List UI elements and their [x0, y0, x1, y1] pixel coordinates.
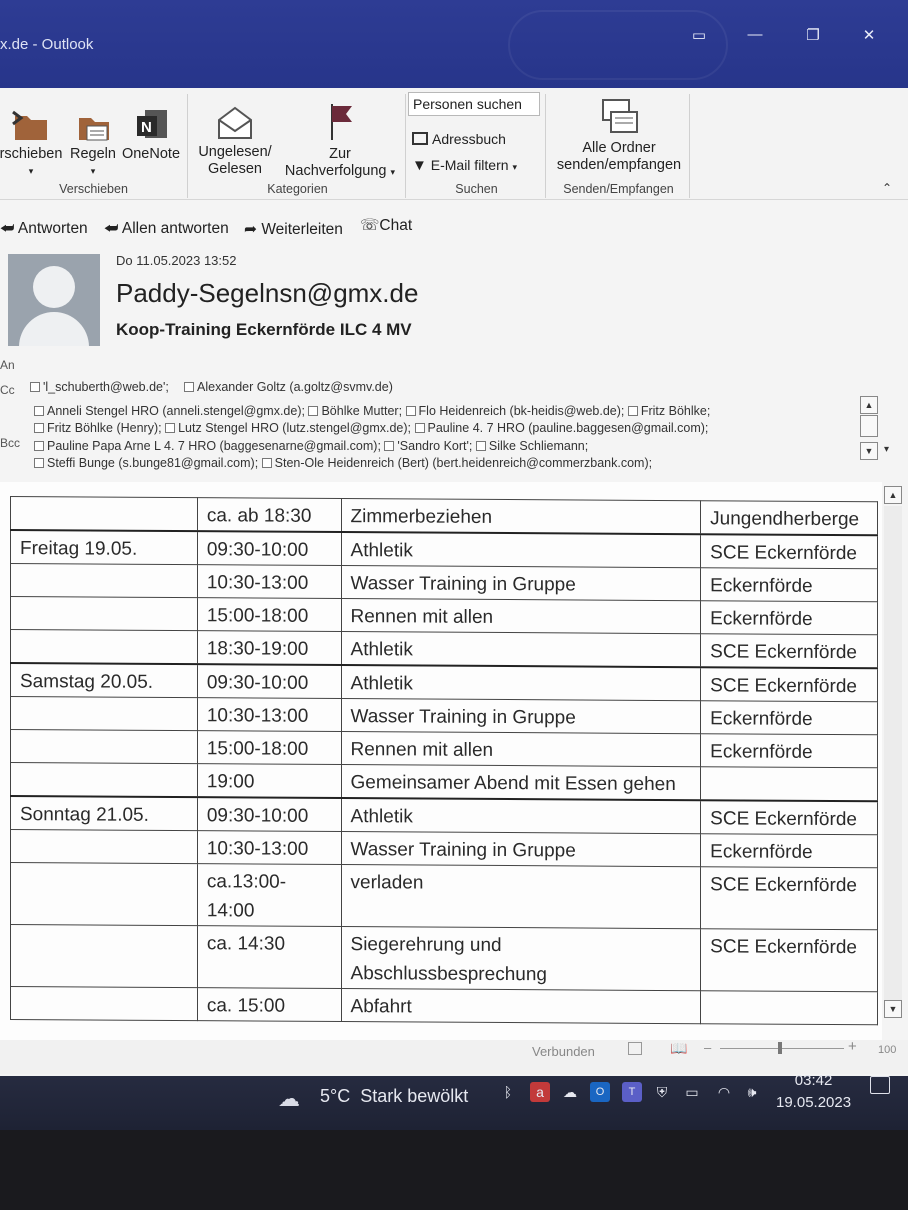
schedule-place-cell [701, 991, 878, 1025]
cc-recipient[interactable]: 'l_schuberth@web.de'; [30, 380, 169, 394]
schedule-place-cell: Eckernförde [701, 601, 878, 635]
schedule-row [11, 663, 878, 702]
schedule-row [11, 730, 878, 768]
bcc-line-4 [34, 456, 652, 470]
schedule-row [11, 497, 878, 536]
checkbox-icon [165, 423, 175, 433]
people-search-input[interactable]: Personen suchen [408, 92, 540, 116]
bcc-recipient[interactable]: Silke Schliemann; [476, 439, 588, 453]
taskbar [0, 1072, 908, 1130]
reading-view-icon[interactable]: 📖 [670, 1040, 688, 1056]
schedule-time-cell: ca. 15:00 [197, 988, 341, 1022]
envelope-open-icon [215, 106, 255, 140]
schedule-day-cell [11, 830, 198, 864]
schedule-row [11, 763, 878, 802]
schedule-time-cell: 10:30-13:00 [197, 831, 341, 865]
bcc-scroll-up-icon[interactable]: ▲ [860, 396, 878, 414]
svg-text:N: N [141, 119, 152, 136]
filter-email-button[interactable] [412, 154, 517, 176]
schedule-activity-cell: Siegerehrung und Abschlussbesprechung [341, 927, 701, 991]
rules-button[interactable] [66, 108, 120, 180]
checkbox-icon [184, 382, 194, 392]
zoom-slider-thumb[interactable] [778, 1042, 782, 1054]
checkbox-icon [384, 441, 394, 451]
onenote-label: OneNote [121, 146, 181, 162]
schedule-time-cell: ca. 14:30 [197, 926, 341, 989]
zoom-out-icon[interactable]: – [704, 1040, 712, 1055]
schedule-time-cell: 19:00 [197, 764, 341, 798]
clock-date: 19.05.2023 [776, 1094, 852, 1111]
search-group-label: Suchen [455, 182, 498, 196]
weather-description: Stark bewölkt [360, 1086, 469, 1106]
bcc-line-2 [34, 421, 708, 435]
send-receive-label-1: Alle Ordner [582, 140, 656, 156]
schedule-day-cell [11, 697, 198, 731]
schedule-row [11, 530, 878, 569]
message-date: Do 11.05.2023 13:52 [116, 253, 237, 268]
bcc-recipient[interactable]: Anneli Stengel HRO (anneli.stengel@gmx.de); [34, 404, 305, 418]
unread-read-button[interactable] [194, 106, 276, 178]
minimize-icon[interactable]: — [747, 26, 763, 43]
rules-dropdown-icon: ▾ [90, 166, 96, 176]
schedule-row [11, 863, 878, 930]
schedule-activity-cell: verladen [341, 865, 701, 929]
unread-label-1: Ungelesen/ [198, 144, 272, 160]
checkbox-icon [34, 406, 44, 416]
weather-temperature: 5°C [320, 1086, 351, 1106]
checkbox-icon [406, 406, 416, 416]
schedule-table [10, 496, 878, 1025]
schedule-place-cell: SCE Eckernförde [701, 534, 878, 569]
security-shield-icon[interactable]: ⛨ [656, 1084, 668, 1100]
cc-label: Cc [0, 383, 15, 397]
schedule-activity-cell: Zimmerbeziehen [341, 499, 701, 535]
maximize-icon[interactable]: ❐ [806, 27, 820, 44]
send-receive-all-button[interactable] [550, 98, 688, 174]
bcc-recipient[interactable]: Sten-Ole Heidenreich (Bert) (bert.heidenreich@commerzbank.com); [262, 456, 652, 470]
schedule-day-cell: Samstag 20.05. [11, 663, 198, 698]
ribbon-group-move [0, 94, 188, 198]
titlebar-decoration [508, 10, 728, 80]
schedule-activity-cell: Abfahrt [341, 989, 701, 1024]
schedule-time-cell: 09:30-10:00 [197, 797, 341, 831]
schedule-row [11, 564, 878, 602]
reply-icon: ⮨ [0, 220, 15, 237]
send-receive-group-label: Senden/Empfangen [563, 182, 674, 196]
rules-icon [73, 108, 113, 142]
schedule-place-cell: Eckernförde [701, 834, 878, 868]
send-receive-label-2: senden/empfangen [556, 157, 682, 173]
schedule-activity-cell: Rennen mit allen [341, 732, 701, 767]
schedule-time-cell: 18:30-19:00 [197, 631, 341, 665]
normal-view-icon[interactable] [628, 1042, 642, 1055]
onenote-button[interactable] [118, 108, 184, 163]
bcc-recipient[interactable]: Steffi Bunge (s.bunge81@gmail.com); [34, 456, 258, 470]
avatar-head-shape [33, 266, 75, 308]
filter-icon: ▼ [412, 157, 427, 174]
onenote-icon [131, 108, 171, 142]
schedule-day-cell [11, 630, 198, 665]
clock-time: 03:42 [794, 1072, 833, 1089]
move-group-label: Verschieben [59, 182, 128, 196]
body-scroll-up-icon[interactable]: ▲ [884, 486, 902, 504]
address-book-button[interactable] [412, 128, 506, 150]
schedule-row [11, 796, 878, 835]
schedule-activity-cell: Athletik [341, 632, 701, 668]
schedule-activity-cell: Athletik [341, 665, 701, 701]
reply-all-label: Allen antworten [121, 220, 229, 237]
collapse-ribbon-icon[interactable]: ⌃ [881, 181, 892, 195]
reply-all-button[interactable] [104, 220, 229, 238]
zoom-in-icon[interactable]: + [848, 1038, 857, 1055]
address-book-icon [412, 132, 428, 145]
schedule-activity-cell: Athletik [341, 798, 701, 834]
connection-status: Verbunden [532, 1044, 595, 1059]
outlook-tray-icon[interactable]: O [590, 1082, 610, 1102]
schedule-activity-cell: Wasser Training in Gruppe [341, 699, 701, 734]
chat-button[interactable] [360, 216, 412, 235]
bcc-recipient[interactable]: Fritz Böhlke; [628, 404, 710, 418]
expand-header-icon[interactable]: ▾ [884, 444, 890, 455]
schedule-row [11, 630, 878, 669]
schedule-time-cell: 09:30-10:00 [197, 664, 341, 698]
message-body [0, 482, 882, 1042]
flag-icon [320, 102, 360, 142]
message-sender[interactable]: Paddy-Segelnsn@gmx.de [116, 278, 419, 308]
follow-up-label-1: Zur [329, 146, 351, 162]
schedule-place-cell: Eckernförde [701, 701, 878, 735]
sender-avatar [8, 254, 100, 346]
schedule-activity-cell: Rennen mit allen [341, 599, 701, 634]
checkbox-icon [30, 382, 40, 392]
schedule-activity-cell: Gemeinsamer Abend mit Essen gehen [341, 765, 701, 801]
rules-label: Regeln [70, 146, 116, 162]
move-dropdown-icon: ▾ [28, 166, 34, 176]
bcc-recipient[interactable]: Fritz Böhlke (Henry); [34, 421, 162, 435]
schedule-time-cell: ca.13:00-14:00 [197, 864, 341, 927]
wifi-icon[interactable]: ◠ [717, 1084, 731, 1100]
clock[interactable] [776, 1070, 851, 1114]
schedule-place-cell: SCE Eckernförde [701, 800, 878, 835]
bcc-recipient[interactable]: Flo Heidenreich (bk-heidis@web.de); [406, 404, 625, 418]
close-icon[interactable]: ✕ [862, 27, 876, 44]
schedule-day-cell [11, 730, 198, 764]
bcc-recipient[interactable]: 'Sandro Kort'; [384, 439, 472, 453]
move-button[interactable] [0, 108, 64, 180]
address-book-label: Adressbuch [432, 131, 506, 147]
notification-icon[interactable] [870, 1076, 890, 1094]
checkbox-icon [34, 458, 44, 468]
bcc-line-1 [34, 404, 710, 418]
schedule-day-cell [11, 497, 198, 532]
reply-all-icon: ⮨ [104, 220, 119, 237]
schedule-row [11, 597, 878, 635]
to-label: An [0, 358, 15, 372]
schedule-day-cell [11, 763, 198, 798]
schedule-row [11, 830, 878, 868]
follow-up-dropdown-icon: ▾ [390, 167, 396, 177]
schedule-row [11, 987, 878, 1025]
categories-group-label: Kategorien [267, 182, 328, 196]
zoom-level[interactable]: 100 [878, 1044, 897, 1056]
checkbox-icon [476, 441, 486, 451]
schedule-place-cell: SCE Eckernförde [701, 634, 878, 669]
move-label: rschieben [0, 146, 63, 162]
schedule-day-cell [11, 925, 198, 988]
status-bar [0, 1040, 908, 1074]
schedule-row [11, 697, 878, 735]
schedule-place-cell [701, 767, 878, 802]
window-title: x.de - Outlook [0, 36, 94, 53]
filter-email-label: E-Mail filtern [430, 157, 509, 173]
checkbox-icon [415, 423, 425, 433]
bluetooth-icon[interactable]: ᛒ [503, 1084, 513, 1100]
weather-widget[interactable] [320, 1086, 468, 1107]
schedule-activity-cell: Wasser Training in Gruppe [341, 832, 701, 867]
schedule-activity-cell: Athletik [341, 532, 701, 568]
volume-icon[interactable]: 🕪 [747, 1084, 757, 1100]
schedule-time-cell: 10:30-13:00 [197, 698, 341, 732]
message-subject: Koop-Training Eckernförde ILC 4 MV [116, 320, 412, 339]
bcc-line-3 [34, 439, 588, 453]
forward-icon: ➦ [244, 221, 257, 238]
schedule-day-cell: Freitag 19.05. [11, 530, 198, 565]
schedule-time-cell: 10:30-13:00 [197, 565, 341, 599]
schedule-place-cell: Eckernförde [701, 568, 878, 602]
bcc-scroll-down-icon[interactable]: ▼ [860, 442, 878, 460]
chat-label: Chat [379, 217, 413, 234]
avatar-body-shape [19, 312, 89, 346]
bcc-recipient[interactable]: Pauline Papa Arne L 4. 7 HRO (baggesenarne@gmail.com); [34, 439, 381, 453]
follow-up-label-2: Nachverfolgung [284, 163, 387, 179]
schedule-day-cell [11, 564, 198, 598]
schedule-place-cell: SCE Eckernförde [701, 867, 878, 930]
onedrive-icon[interactable]: ☁ [563, 1084, 577, 1100]
restore-icon[interactable]: ▭ [691, 27, 707, 44]
schedule-time-cell: ca. ab 18:30 [197, 498, 341, 532]
teams-icon[interactable]: T [622, 1082, 642, 1102]
forward-label: Weiterleiten [261, 221, 343, 238]
bcc-recipient[interactable]: Böhlke Mutter; [308, 404, 402, 418]
reply-button[interactable] [0, 220, 88, 238]
schedule-time-cell: 15:00-18:00 [197, 731, 341, 765]
schedule-place-cell: SCE Eckernförde [701, 929, 878, 992]
schedule-day-cell: Sonntag 21.05. [11, 796, 198, 831]
cc-recipient[interactable]: Alexander Goltz (a.goltz@svmv.de) [184, 380, 393, 394]
bcc-recipient[interactable]: Lutz Stengel HRO (lutz.stengel@gmx.de); [165, 421, 411, 435]
body-scrollbar-track[interactable] [884, 506, 902, 1000]
cloud-icon: ☁ [278, 1086, 300, 1111]
reply-label: Antworten [17, 220, 88, 237]
schedule-row [11, 925, 878, 992]
schedule-place-cell: Jungendherberge [701, 501, 878, 536]
antivirus-icon[interactable]: a [530, 1082, 550, 1102]
checkbox-icon [34, 423, 44, 433]
schedule-day-cell [11, 597, 198, 631]
checkbox-icon [628, 406, 638, 416]
schedule-place-cell: Eckernförde [701, 734, 878, 768]
chat-icon: ☏ [360, 217, 380, 234]
schedule-day-cell [11, 863, 198, 926]
schedule-time-cell: 15:00-18:00 [197, 598, 341, 632]
schedule-time-cell: 09:30-10:00 [197, 531, 341, 565]
ribbon-group-send-receive [548, 94, 690, 198]
checkbox-icon [34, 441, 44, 451]
bcc-recipient[interactable]: Pauline 4. 7 HRO (pauline.baggesen@gmail.com); [415, 421, 709, 435]
checkbox-icon [308, 406, 318, 416]
checkbox-icon [262, 458, 272, 468]
unread-label-2: Gelesen [207, 161, 262, 177]
bcc-label: Bcc [0, 436, 21, 450]
filter-dropdown-icon: ▾ [512, 162, 517, 172]
title-bar [0, 0, 908, 88]
body-scroll-down-icon[interactable]: ▼ [884, 1000, 902, 1018]
send-receive-icon [599, 98, 639, 136]
schedule-activity-cell: Wasser Training in Gruppe [341, 566, 701, 601]
ribbon-group-categories [190, 94, 406, 198]
schedule-place-cell: SCE Eckernförde [701, 667, 878, 702]
schedule-day-cell [11, 987, 198, 1021]
schedule-table-body [11, 497, 878, 1025]
follow-up-button[interactable] [278, 102, 402, 181]
battery-icon[interactable]: ▭ [685, 1084, 699, 1100]
bcc-scroll-thumb[interactable] [860, 415, 878, 437]
forward-button[interactable] [244, 220, 343, 239]
folder-move-icon [11, 108, 51, 142]
zoom-slider[interactable] [720, 1048, 844, 1049]
